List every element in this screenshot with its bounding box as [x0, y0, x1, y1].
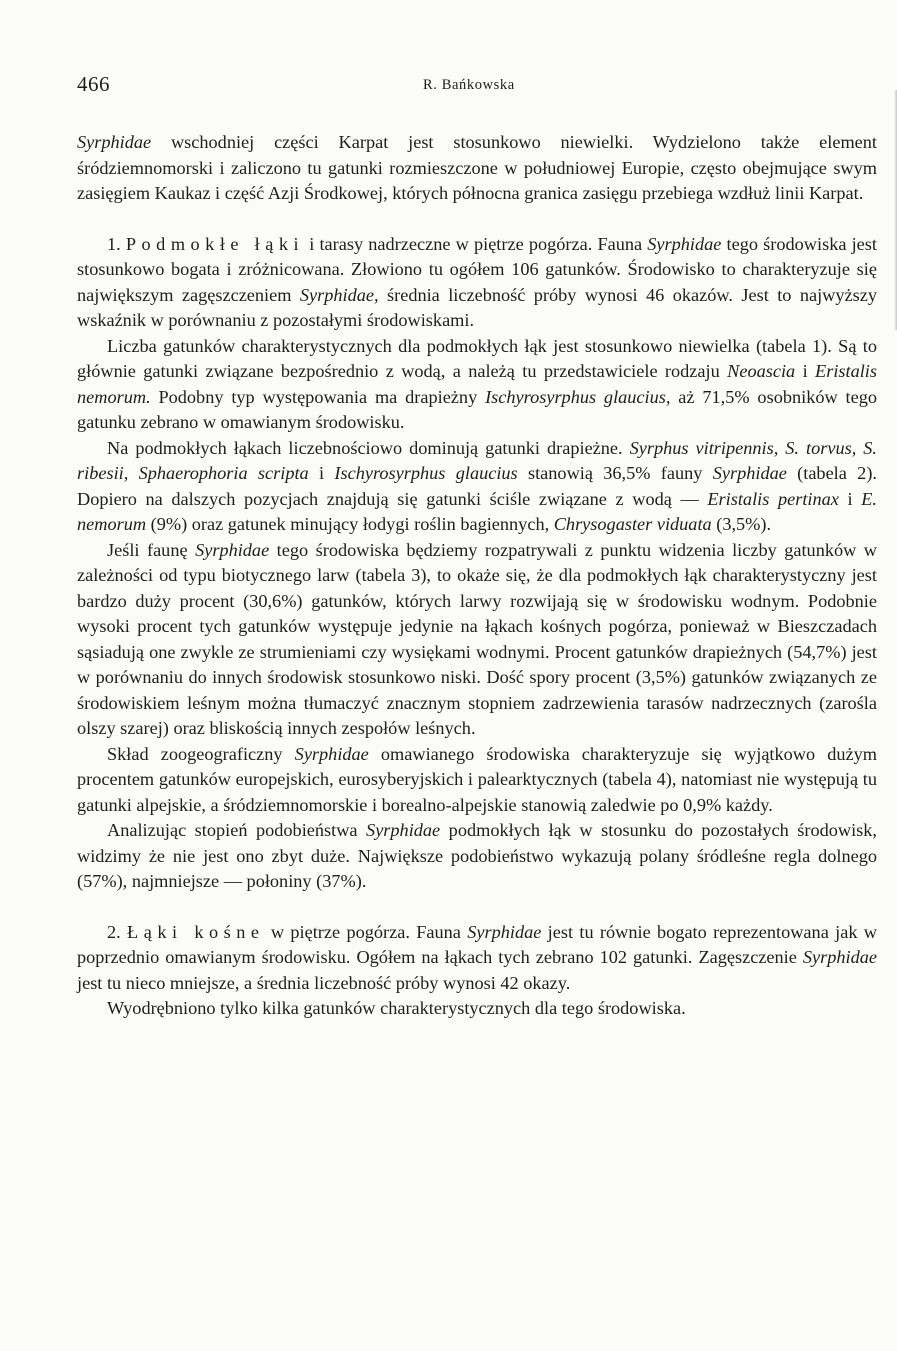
italic-taxon: Syrphidae [195, 539, 270, 560]
italic-taxon: Eristalis nemorum. [77, 361, 877, 407]
text-run: (tabela 2). Dopiero na dalszych pozycjach znajdują się gatunki ściśle związane z wodą — [77, 463, 877, 509]
text-run: średnia liczebność próby wynosi 46 okazów. Jest to najwyższy wskaźnik w porównaniu z pozostałymi środowiskami. [77, 284, 877, 330]
italic-taxon: Syrphidae [366, 820, 441, 840]
paragraph [77, 742, 877, 819]
paragraph [77, 818, 877, 895]
body-text [77, 130, 877, 1022]
italic-taxon: Syrphidae [802, 947, 877, 967]
section-heading: Łąki kośne [127, 921, 265, 942]
text-run: tego środowiska jest stosunkowo bogata i zróżnicowana. Złowiono tu ogółem 106 gatunków. Środowisko to charakteryzuje się największym zagęszczeniem [77, 233, 877, 305]
text-run: Liczba gatunków charakterystycznych dla podmokłych łąk jest stosunkowo niewielka (tabela 1). Są to głównie gatunki związane bezpośrednio z wodą, a należą tu przedstawiciele rodzaju [77, 335, 877, 381]
italic-taxon: Syrphidae [712, 463, 787, 483]
text-run: i [308, 463, 335, 483]
italic-taxon: Syrphidae [467, 921, 542, 942]
paragraph [77, 436, 877, 538]
text-run: Analizując stopień podobieństwa [107, 820, 367, 840]
text-run: aż 71,5% osobników tego gatunku zebrano w omawianym środowisku. [77, 386, 877, 432]
italic-taxon: Ischyrosyrphus glaucius, [485, 386, 671, 407]
section-heading: Podmokłe łąki [125, 233, 305, 254]
page-header [77, 72, 877, 102]
italic-taxon: Eristalis pertinax [707, 488, 839, 509]
italic-taxon: Syrphidae, [299, 284, 379, 305]
paragraph-section-2 [77, 920, 877, 997]
italic-taxon: Syrphus vitripennis, S. torvus, S. ribesii, Sphaerophoria scripta [77, 437, 877, 483]
italic-taxon: Ischyrosyrphus glaucius [334, 463, 518, 483]
text-run: Skład zoogeograficzny [107, 743, 295, 764]
text-run: i [838, 488, 862, 509]
text-run: i tarasy nadrzeczne w piętrze pogórza. Fauna [304, 233, 648, 254]
text-run: tego środowiska będziemy rozpatrywali z punktu widzenia liczby gatunków w zależności od typu biotycznego larw (tabela 3), to okaże się, że dla podmokłych łąk charakterystyczny jest bardzo duży procent (30,6%) gatunków, których larwy rozwijają się w środowisku wodnym. Podobnie wysoki procent tych gatunków występuje jedynie na łąkach kośnych pogórza, ponieważ w Bieszczadach sąsiadują one zwykle ze strumieniami czy wysiękami wodnymi. Procent gatunków drapieżnych (54,7%) jest w porównaniu do innych środowisk stosunkowo niski. Dość spory procent (3,5%) gatunków związanych ze środowiskiem leśnym można tłumaczyć znacznym stopniem zadrzewienia tarasów nadrzecznych (zarośla olszy szarej) oraz bliskością innych zespołów leśnych. [77, 539, 877, 738]
text-run: 1. [107, 233, 126, 254]
italic-taxon: E. nemorum [77, 488, 877, 534]
text-run: stanowią 36,5% fauny [517, 463, 713, 483]
paragraph [77, 996, 877, 1022]
italic-taxon: Chrysogaster viduata [553, 514, 712, 534]
paragraph [77, 538, 877, 742]
text-run: jest tu równie bogato reprezentowana jak w poprzednio omawianym środowisku. Ogółem na łąkach tych zebrano 102 gatunki. Zagęszczenie [77, 921, 877, 967]
text-run: w piętrze pogórza. Fauna [264, 921, 468, 942]
text-run: podmokłych łąk w stosunku do pozostałych środowisk, widzimy że nie jest ono zbyt duże. Największe podobieństwo wykazują polany śródleśne regla dolnego (57%), najmniejsze — połoniny (37%). [77, 820, 877, 891]
text-run: i [795, 361, 816, 381]
text-run: jest tu nieco mniejsze, a średnia liczebność próby wynosi 42 okazy. [77, 972, 571, 993]
italic-taxon: Neoascia [727, 361, 796, 381]
text-run: Podobny typ występowania ma drapieżny [150, 386, 486, 407]
paragraph-section-1 [77, 232, 877, 334]
running-head: R. Bańkowska [423, 77, 515, 93]
text-run: Na podmokłych łąkach liczebnościowo dominują gatunki drapieżne. [107, 437, 630, 458]
text-run: Jeśli faunę [107, 539, 196, 560]
italic-taxon: Syrphidae [647, 233, 722, 254]
italic-taxon: Syrphidae [77, 132, 152, 152]
text-run: 2. [107, 921, 128, 942]
text-run: Wyodrębniono tylko kilka gatunków charakterystycznych dla tego środowiska. [107, 998, 686, 1018]
document-page [77, 72, 877, 1022]
page-number: 466 [77, 72, 110, 96]
paragraph-intro-end [77, 130, 877, 207]
text-run: wschodniej części Karpat jest stosunkowo niewielki. Wydzielono także element śródziemnomorski i zaliczono tu gatunki rozmieszczone w południowej Europie, często obejmujące swym zasięgiem Kaukaz i część Azji Środkowej, których północna granica zasięgu przebiega wzdłuż linii Karpat. [77, 132, 877, 203]
paragraph [77, 334, 877, 436]
italic-taxon: Syrphidae [294, 743, 369, 764]
text-run: (3,5%). [711, 514, 772, 534]
text-run: omawianego środowiska charakteryzuje się wyjątkowo dużym procentem gatunków europejskich, eurosyberyjskich i palearktycznych (tabela 4), natomiast nie występują tu gatunki alpejskie, a śródziemnomorskie i borealno-alpejskie stanowią zaledwie po 0,9% każdy. [77, 743, 877, 815]
text-run: (9%) oraz gatunek minujący łodygi roślin bagiennych, [146, 514, 554, 534]
